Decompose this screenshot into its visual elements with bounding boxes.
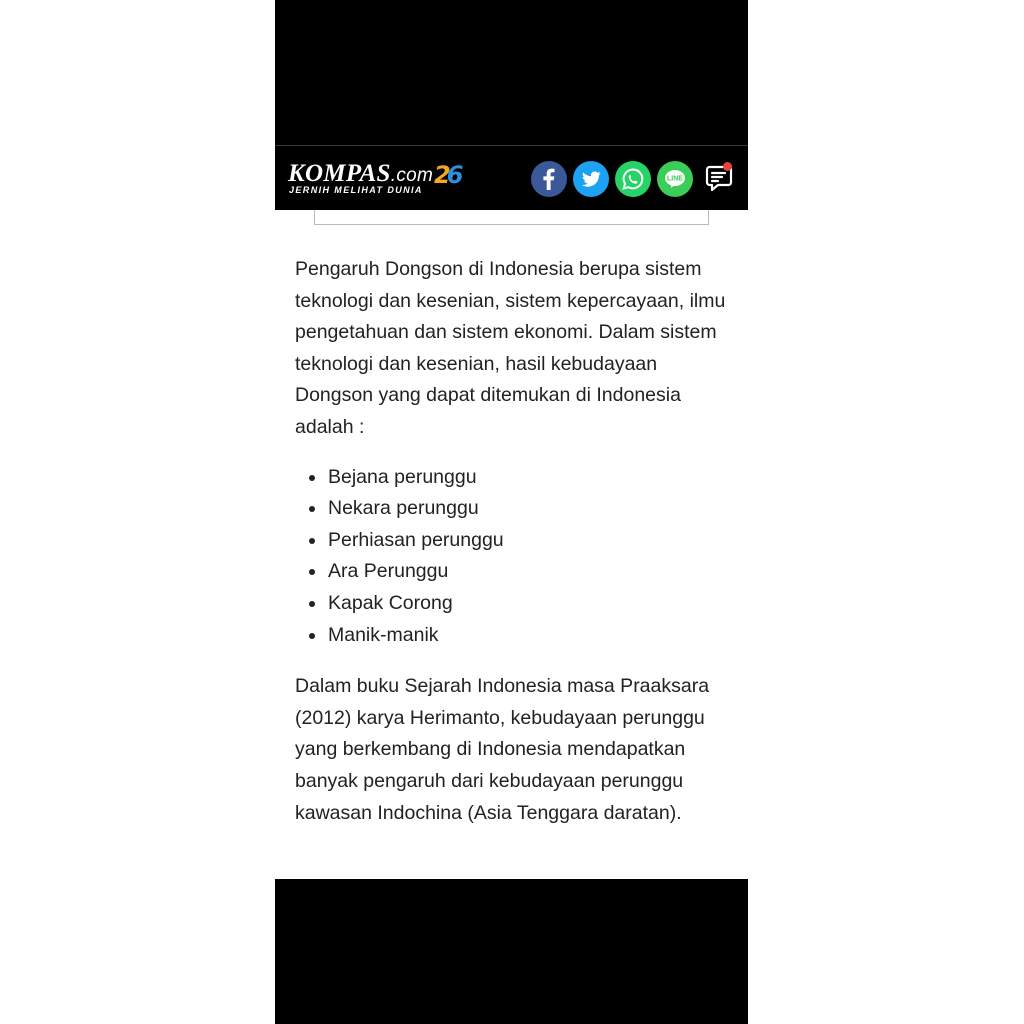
- embedded-box-bottom: [314, 210, 709, 225]
- list-item: • Manik-manik: [327, 620, 735, 652]
- twitter-icon: [573, 161, 609, 197]
- line-share-button[interactable]: [657, 161, 693, 197]
- svg-text:LINE: LINE: [667, 175, 683, 183]
- article-content: [275, 210, 748, 879]
- list-item: • Kapak Corong: [327, 588, 735, 620]
- list-item: • Bejana perunggu: [327, 462, 735, 494]
- line-icon: [657, 161, 693, 197]
- list-item: • Perhiasan perunggu: [327, 525, 735, 557]
- kompas-logo[interactable]: [288, 161, 468, 201]
- whatsapp-share-button[interactable]: [615, 161, 651, 197]
- anniversary-badge: 26: [434, 161, 464, 189]
- site-header: [275, 145, 748, 212]
- paragraph: Pengaruh Dongson di Indonesia berupa sistem teknologi dan kesenian, sistem kepercayaan, ilmu pengetahuan dan sistem ekonomi. Dalam sistem teknologi dan kesenian, hasil kebudayaan Dongson yang dapat ditemukan di Indonesia adalah :: [295, 258, 726, 438]
- paragraph: Dalam buku Sejarah Indonesia masa Praaksara (2012) karya Herimanto, kebudayaan perunggu yang berkembang di Indonesia mendapatkan banyak pengaruh dari kebudayaan perunggu kawasan Indochina (Asia Tenggara daratan).: [295, 675, 710, 824]
- facebook-icon: [531, 161, 567, 197]
- comments-button[interactable]: [701, 160, 737, 196]
- whatsapp-icon: [615, 161, 651, 197]
- notification-dot: [723, 162, 732, 171]
- phone-screen: [275, 0, 748, 1024]
- list-item: • Ara Perunggu: [327, 556, 735, 588]
- logo-tagline: JERNIH MELIHAT DUNIA: [289, 185, 423, 195]
- logo-wordmark: KOMPAS.com: [288, 160, 434, 187]
- article-body: [295, 254, 735, 829]
- facebook-share-button[interactable]: [531, 161, 567, 197]
- list-item: • Nekara perunggu: [327, 493, 735, 525]
- twitter-share-button[interactable]: [573, 161, 609, 197]
- artifact-list: [295, 462, 735, 652]
